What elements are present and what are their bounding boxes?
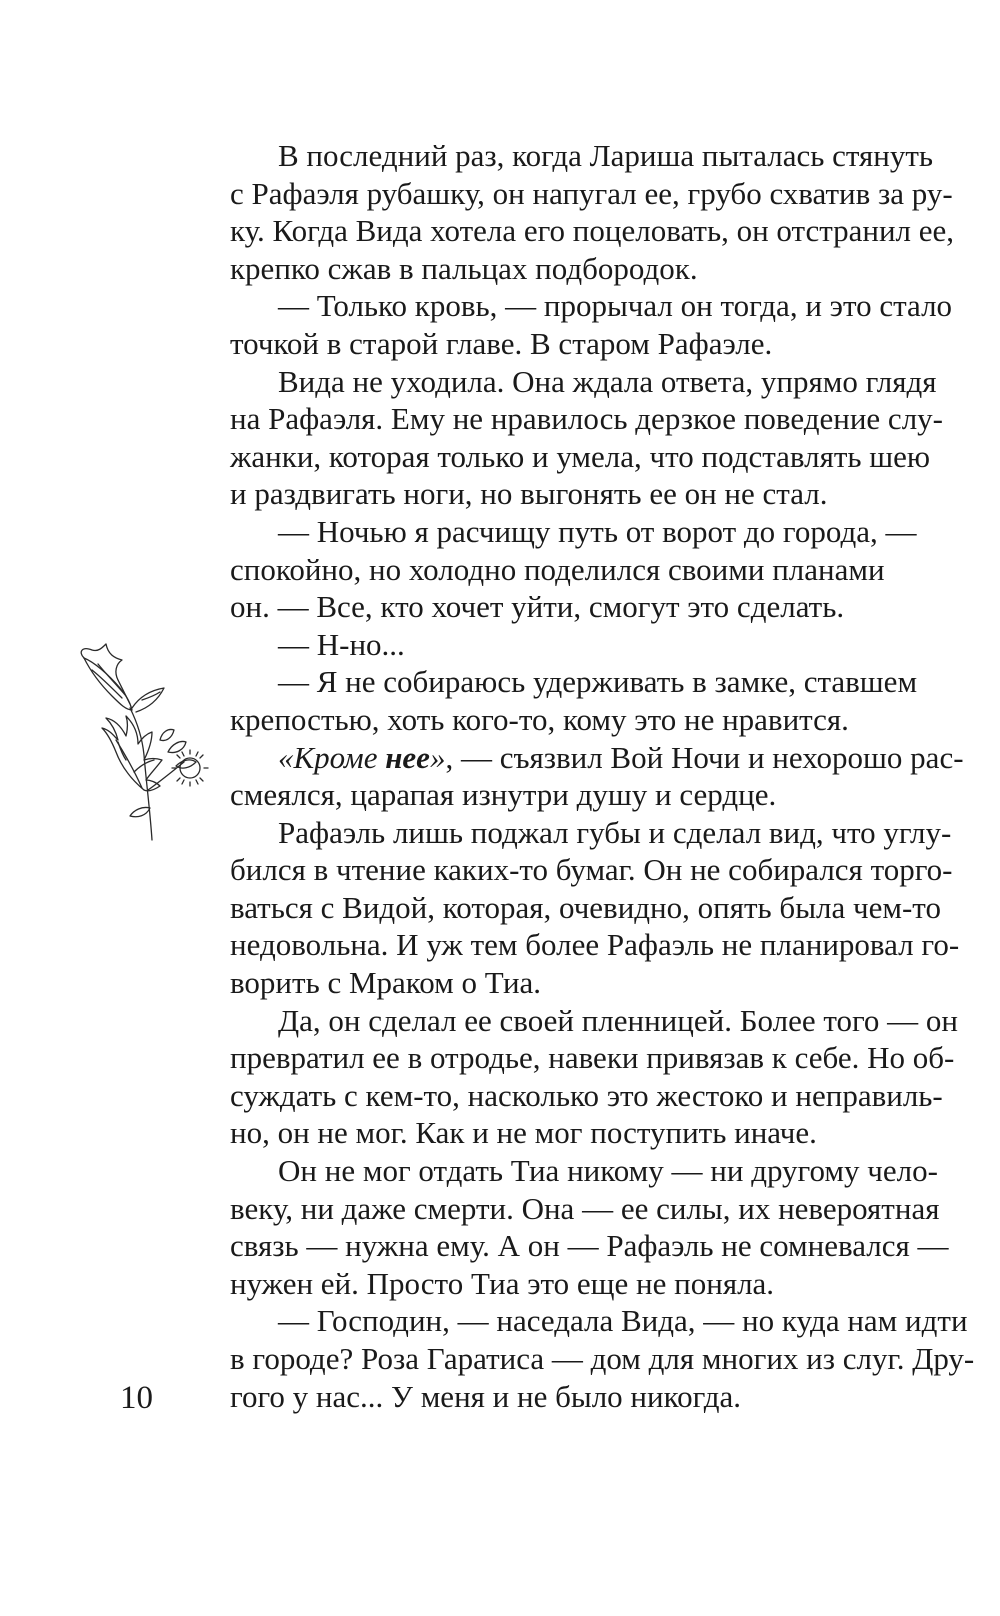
text-line: ваться с Видой, которая, очевидно, опять была чем-то — [230, 889, 941, 925]
text-line: он. — Все, кто хочет уйти, смогут это сделать. — [230, 589, 845, 625]
text-line: превратил ее в отродье, навеки привязав к себе. Но об- — [230, 1040, 955, 1076]
text-line: — Я не собираюсь удерживать в замке, ставшем — [278, 664, 918, 700]
text-line: точкой в старой главе. В старом Рафаэле. — [230, 325, 773, 361]
text-line: жанки, которая только и умела, что подставлять шею — [230, 438, 931, 474]
text-line: в городе? Роза Гаратиса — дом для многих из слуг. Дру- — [230, 1341, 975, 1376]
text-line: бился в чтение каких-то бумаг. Он не собирался торго- — [230, 852, 953, 888]
text-line-quote — [230, 739, 964, 777]
text-line: Вида не уходила. Она ждала ответа, упрямо глядя — [278, 363, 937, 399]
text-line: нужен ей. Просто Тиа это еще не поняла. — [230, 1265, 775, 1301]
quote-rest: , — съязвил Вой Ночи и нехорошо рас- — [445, 739, 964, 775]
quote-close: » — [429, 739, 446, 775]
text-line: на Рафаэля. Ему не нравилось дерзкое поведение слу- — [230, 401, 943, 437]
text-line: Рафаэль лишь поджал губы и сделал вид, что углу- — [278, 814, 952, 850]
text-line: ворить с Мраком о Тиа. — [230, 965, 542, 1001]
text-line: спокойно, но холодно поделился своими планами — [230, 551, 885, 587]
text-line: ку. Когда Вида хотела его поцеловать, он отстранил ее, — [230, 213, 955, 249]
body-text — [230, 137, 975, 1415]
text-line: смеялся, царапая изнутри душу и сердце. — [230, 777, 777, 813]
text-line: веку, ни даже смерти. Она — ее силы, их невероятная — [230, 1190, 940, 1226]
text-line: суждать с кем-то, насколько это жестоко и неправиль- — [230, 1077, 943, 1113]
text-line: В последний раз, когда Лариша пыталась стянуть — [278, 138, 934, 173]
quote-open: «Кроме — [278, 739, 386, 775]
text-line: Он не мог отдать Тиа никому — ни другому чело- — [278, 1153, 938, 1189]
text-line: но, он не мог. Как и не мог поступить иначе. — [230, 1115, 817, 1151]
text-line: крепко сжав в пальцах подбородок. — [230, 250, 698, 286]
flower-botanical-icon — [72, 640, 222, 850]
text-line: — Господин, — наседала Вида, — но куда нам идти — [278, 1303, 968, 1339]
text-line: — Только кровь, — прорычал он тогда, и это стало — [278, 288, 953, 324]
page-number: 10 — [120, 1380, 153, 1416]
text-line: гого у нас... У меня и не было никогда. — [230, 1378, 742, 1414]
text-line: крепостью, хоть кого-то, кому это не нравится. — [230, 701, 849, 737]
text-line: и раздвигать ноги, но выгонять ее он не стал. — [230, 476, 828, 512]
quote-bold: нее — [385, 739, 430, 775]
text-line: с Рафаэля рубашку, он напугал ее, грубо схватив за ру- — [230, 175, 953, 211]
text-line: — Ночью я расчищу путь от ворот до города, — — [278, 513, 917, 549]
text-line: связь — нужна ему. А он — Рафаэль не сомневался — — [230, 1228, 949, 1264]
text-line: недовольна. И уж тем более Рафаэль не планировал го- — [230, 927, 960, 963]
text-line: Да, он сделал ее своей пленницей. Более того — он — [278, 1002, 959, 1038]
text-line: — Н-но... — [278, 626, 405, 662]
